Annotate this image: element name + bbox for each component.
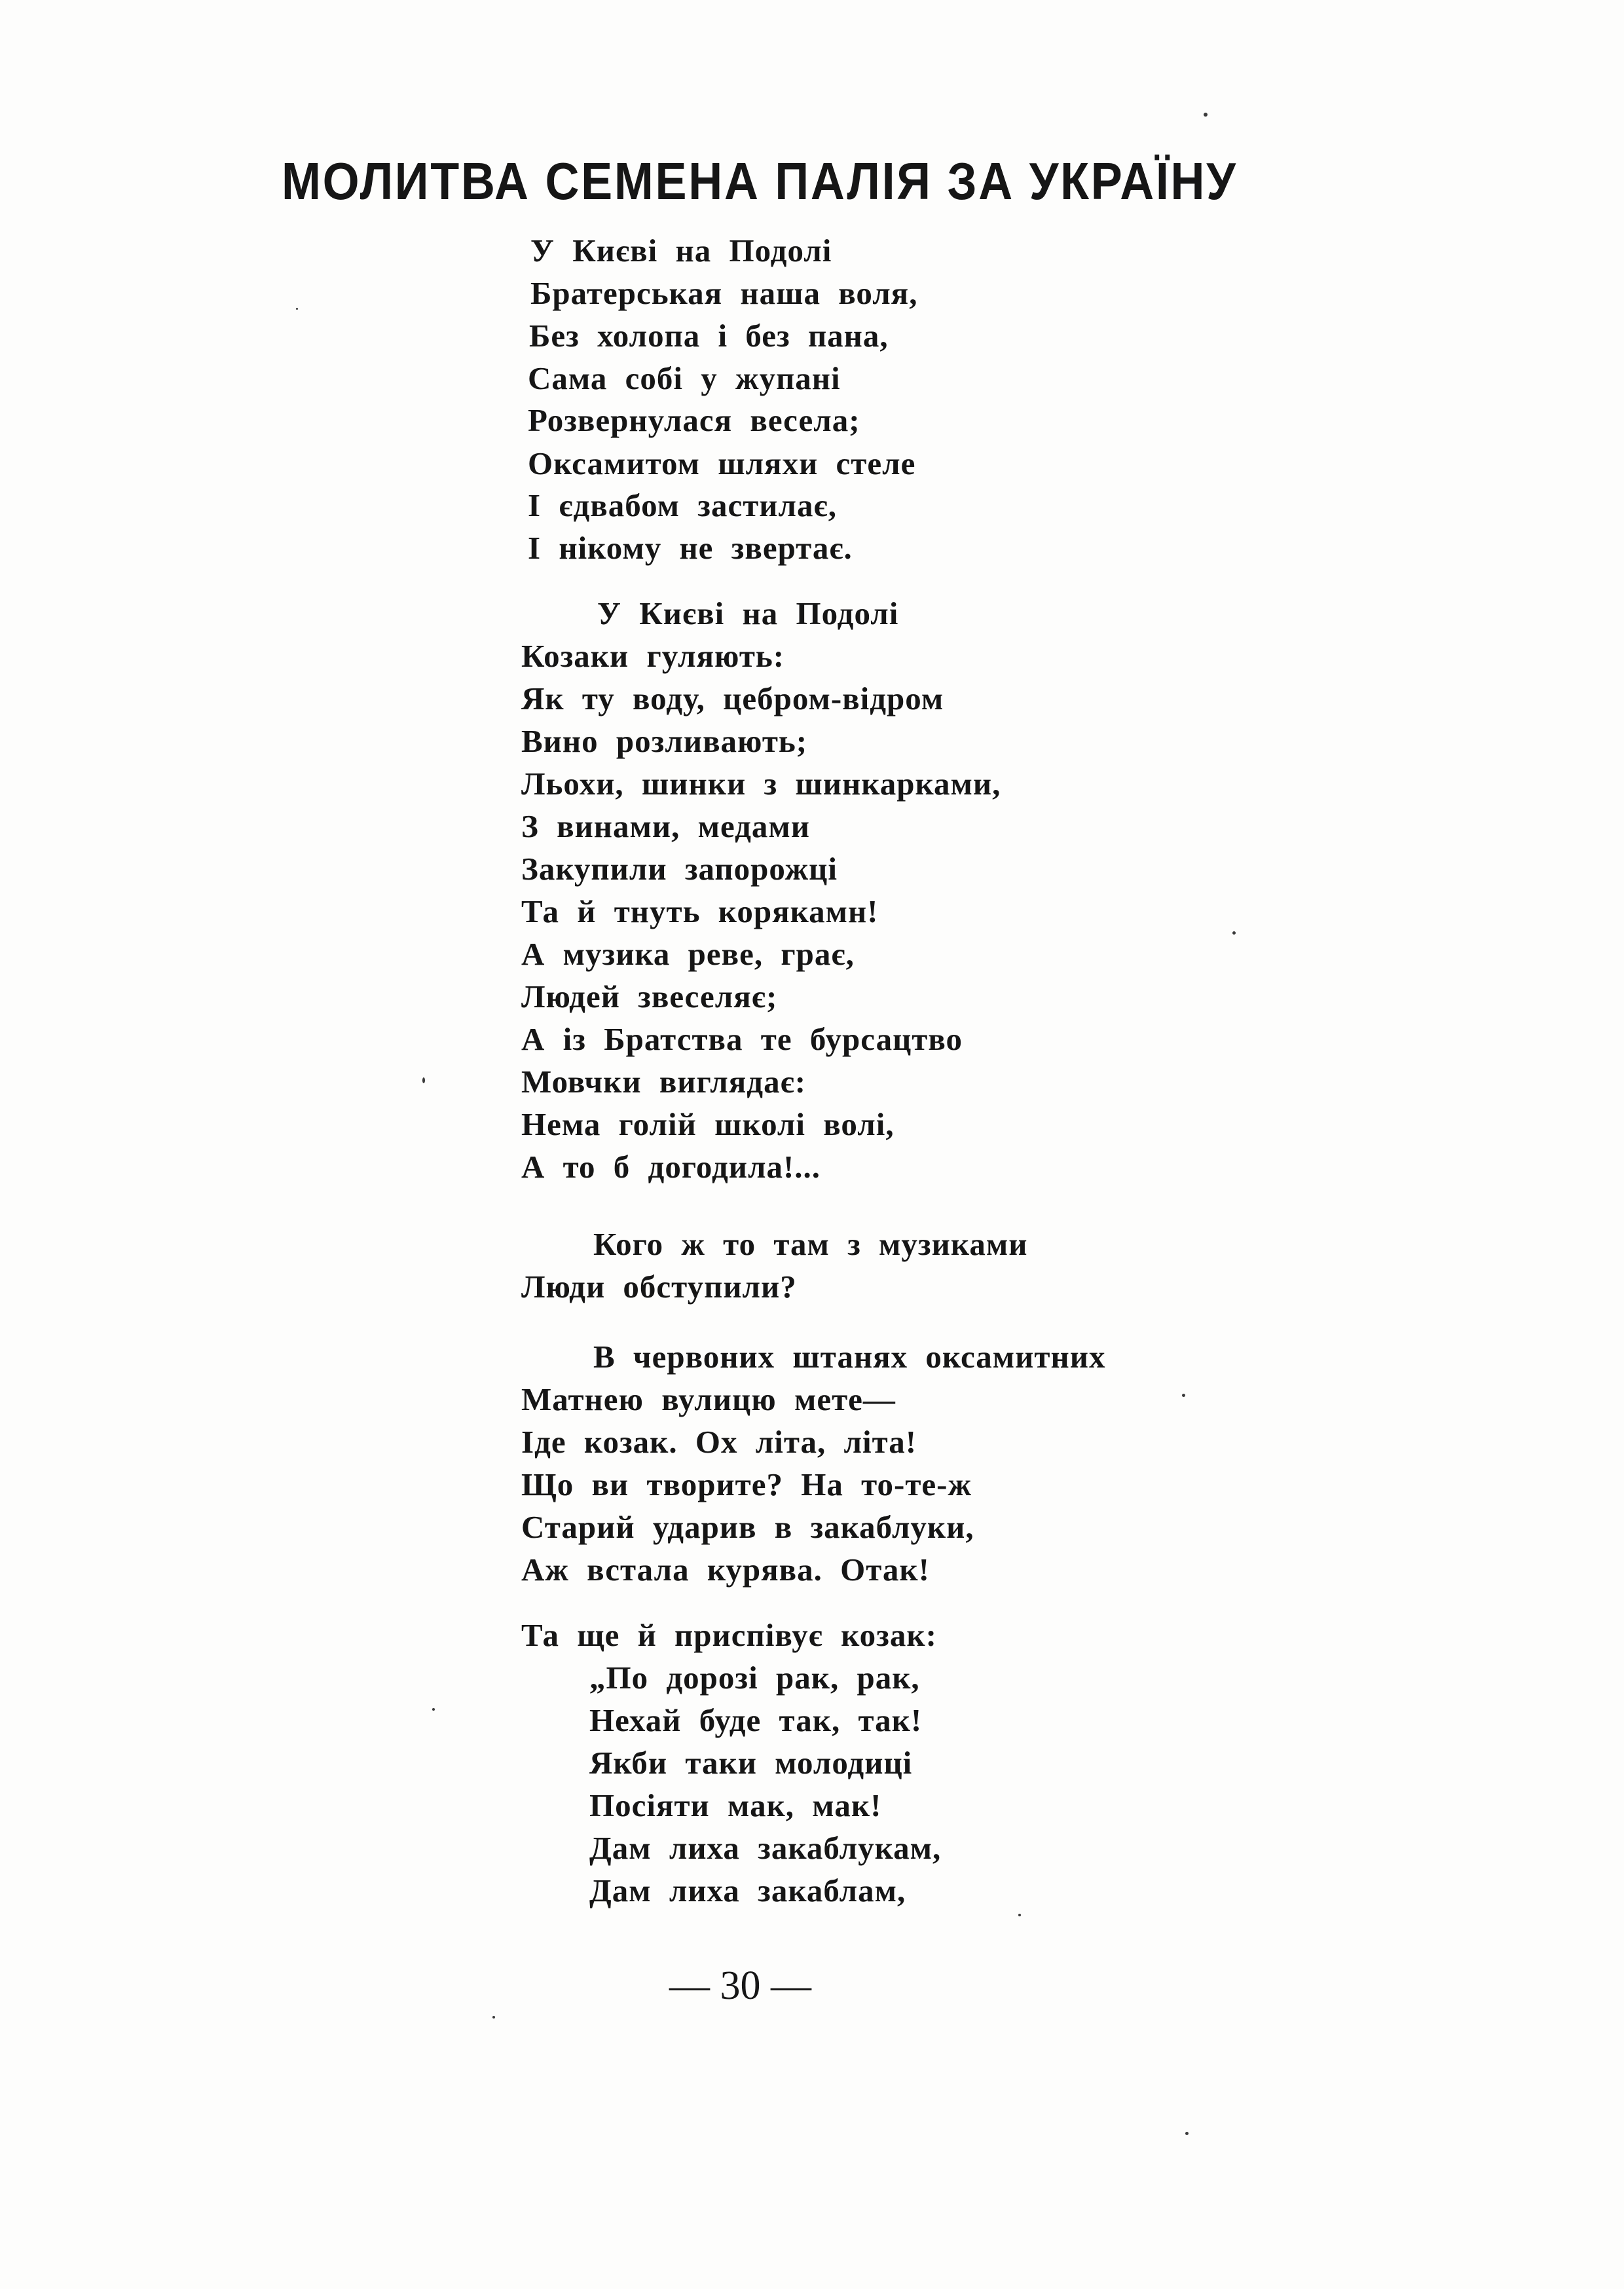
poem-line: Закупили запорожці <box>521 851 838 887</box>
poem-title: МОЛИТВА СЕМЕНА ПАЛІЯ ЗА УКРАЇНУ <box>282 152 1238 210</box>
poem-line: Кого ж то там з музиками <box>593 1226 1028 1262</box>
poem-line: А музика реве, грає, <box>521 936 855 972</box>
poem-line: Нема голій школі волі, <box>521 1106 895 1142</box>
poem-line: Якби таки молодиці <box>589 1745 913 1781</box>
poem-line: Мовчки виглядає: <box>521 1064 807 1100</box>
scan-speck <box>1204 113 1208 117</box>
scan-speck <box>492 2016 495 2019</box>
scan-speck <box>422 1077 425 1083</box>
poem-line: Аж встала курява. Отак! <box>521 1552 930 1588</box>
poem-line: Дам лиха закаблукам, <box>589 1830 942 1866</box>
scan-speck <box>432 1708 435 1711</box>
poem-line: „По дорозі рак, рак, <box>589 1660 920 1696</box>
page-number: — 30 — <box>669 1963 811 2008</box>
poem-line: Льохи, шинки з шинкарками, <box>521 766 1001 802</box>
poem-line: Без холопа і без пана, <box>529 318 889 354</box>
scan-speck <box>1185 2132 1189 2135</box>
poem-line: Та ще й приспівує козак: <box>521 1617 937 1653</box>
poem-line: Матнею вулицю мете— <box>521 1381 896 1417</box>
poem-line: А то б догодила!... <box>521 1149 821 1185</box>
poem-line: Вино розливають; <box>521 723 808 759</box>
scan-speck <box>1232 931 1236 935</box>
poem-line: У Києві на Подолі <box>597 595 899 631</box>
poem-line: Як ту воду, цебром-відром <box>521 680 944 716</box>
scan-speck <box>1182 1394 1185 1397</box>
poem-line: Що ви творите? На то-те-ж <box>521 1466 972 1502</box>
poem-line: Посіяти мак, мак! <box>589 1787 882 1823</box>
poem-line: А із Братства те бурсацтво <box>521 1021 963 1057</box>
poem-line: Старий ударив в закаблуки, <box>521 1509 974 1545</box>
poem-line: Розвернулася весела; <box>528 402 860 438</box>
scan-speck <box>1018 1914 1021 1916</box>
poem-line: І єдвабом застилає, <box>528 487 837 523</box>
poem-line: З винами, медами <box>521 808 811 844</box>
poem-line: Дам лиха закаблам, <box>589 1872 906 1908</box>
poem-line: Іде козак. Ох літа, літа! <box>521 1424 917 1460</box>
poem-line: Та й тнуть корякамн! <box>521 893 879 929</box>
poem-line: Люди обступили? <box>521 1269 797 1305</box>
poem-line: У Києві на Подолі <box>530 233 832 269</box>
poem-line: Братерськая наша воля, <box>530 275 918 311</box>
poem-line: І нікому не звертає. <box>528 530 853 566</box>
scan-speck <box>296 308 298 310</box>
poem-line: Козаки гуляють: <box>521 638 785 674</box>
poem-line: Нехай буде так, так! <box>589 1702 923 1738</box>
poem-line: Сама собі у жупані <box>528 360 841 396</box>
poem-line: Людей звеселяє; <box>521 978 778 1014</box>
poem-line: В червоних штанях оксамитних <box>593 1339 1106 1375</box>
poem-line: Оксамитом шляхи стеле <box>528 445 916 481</box>
